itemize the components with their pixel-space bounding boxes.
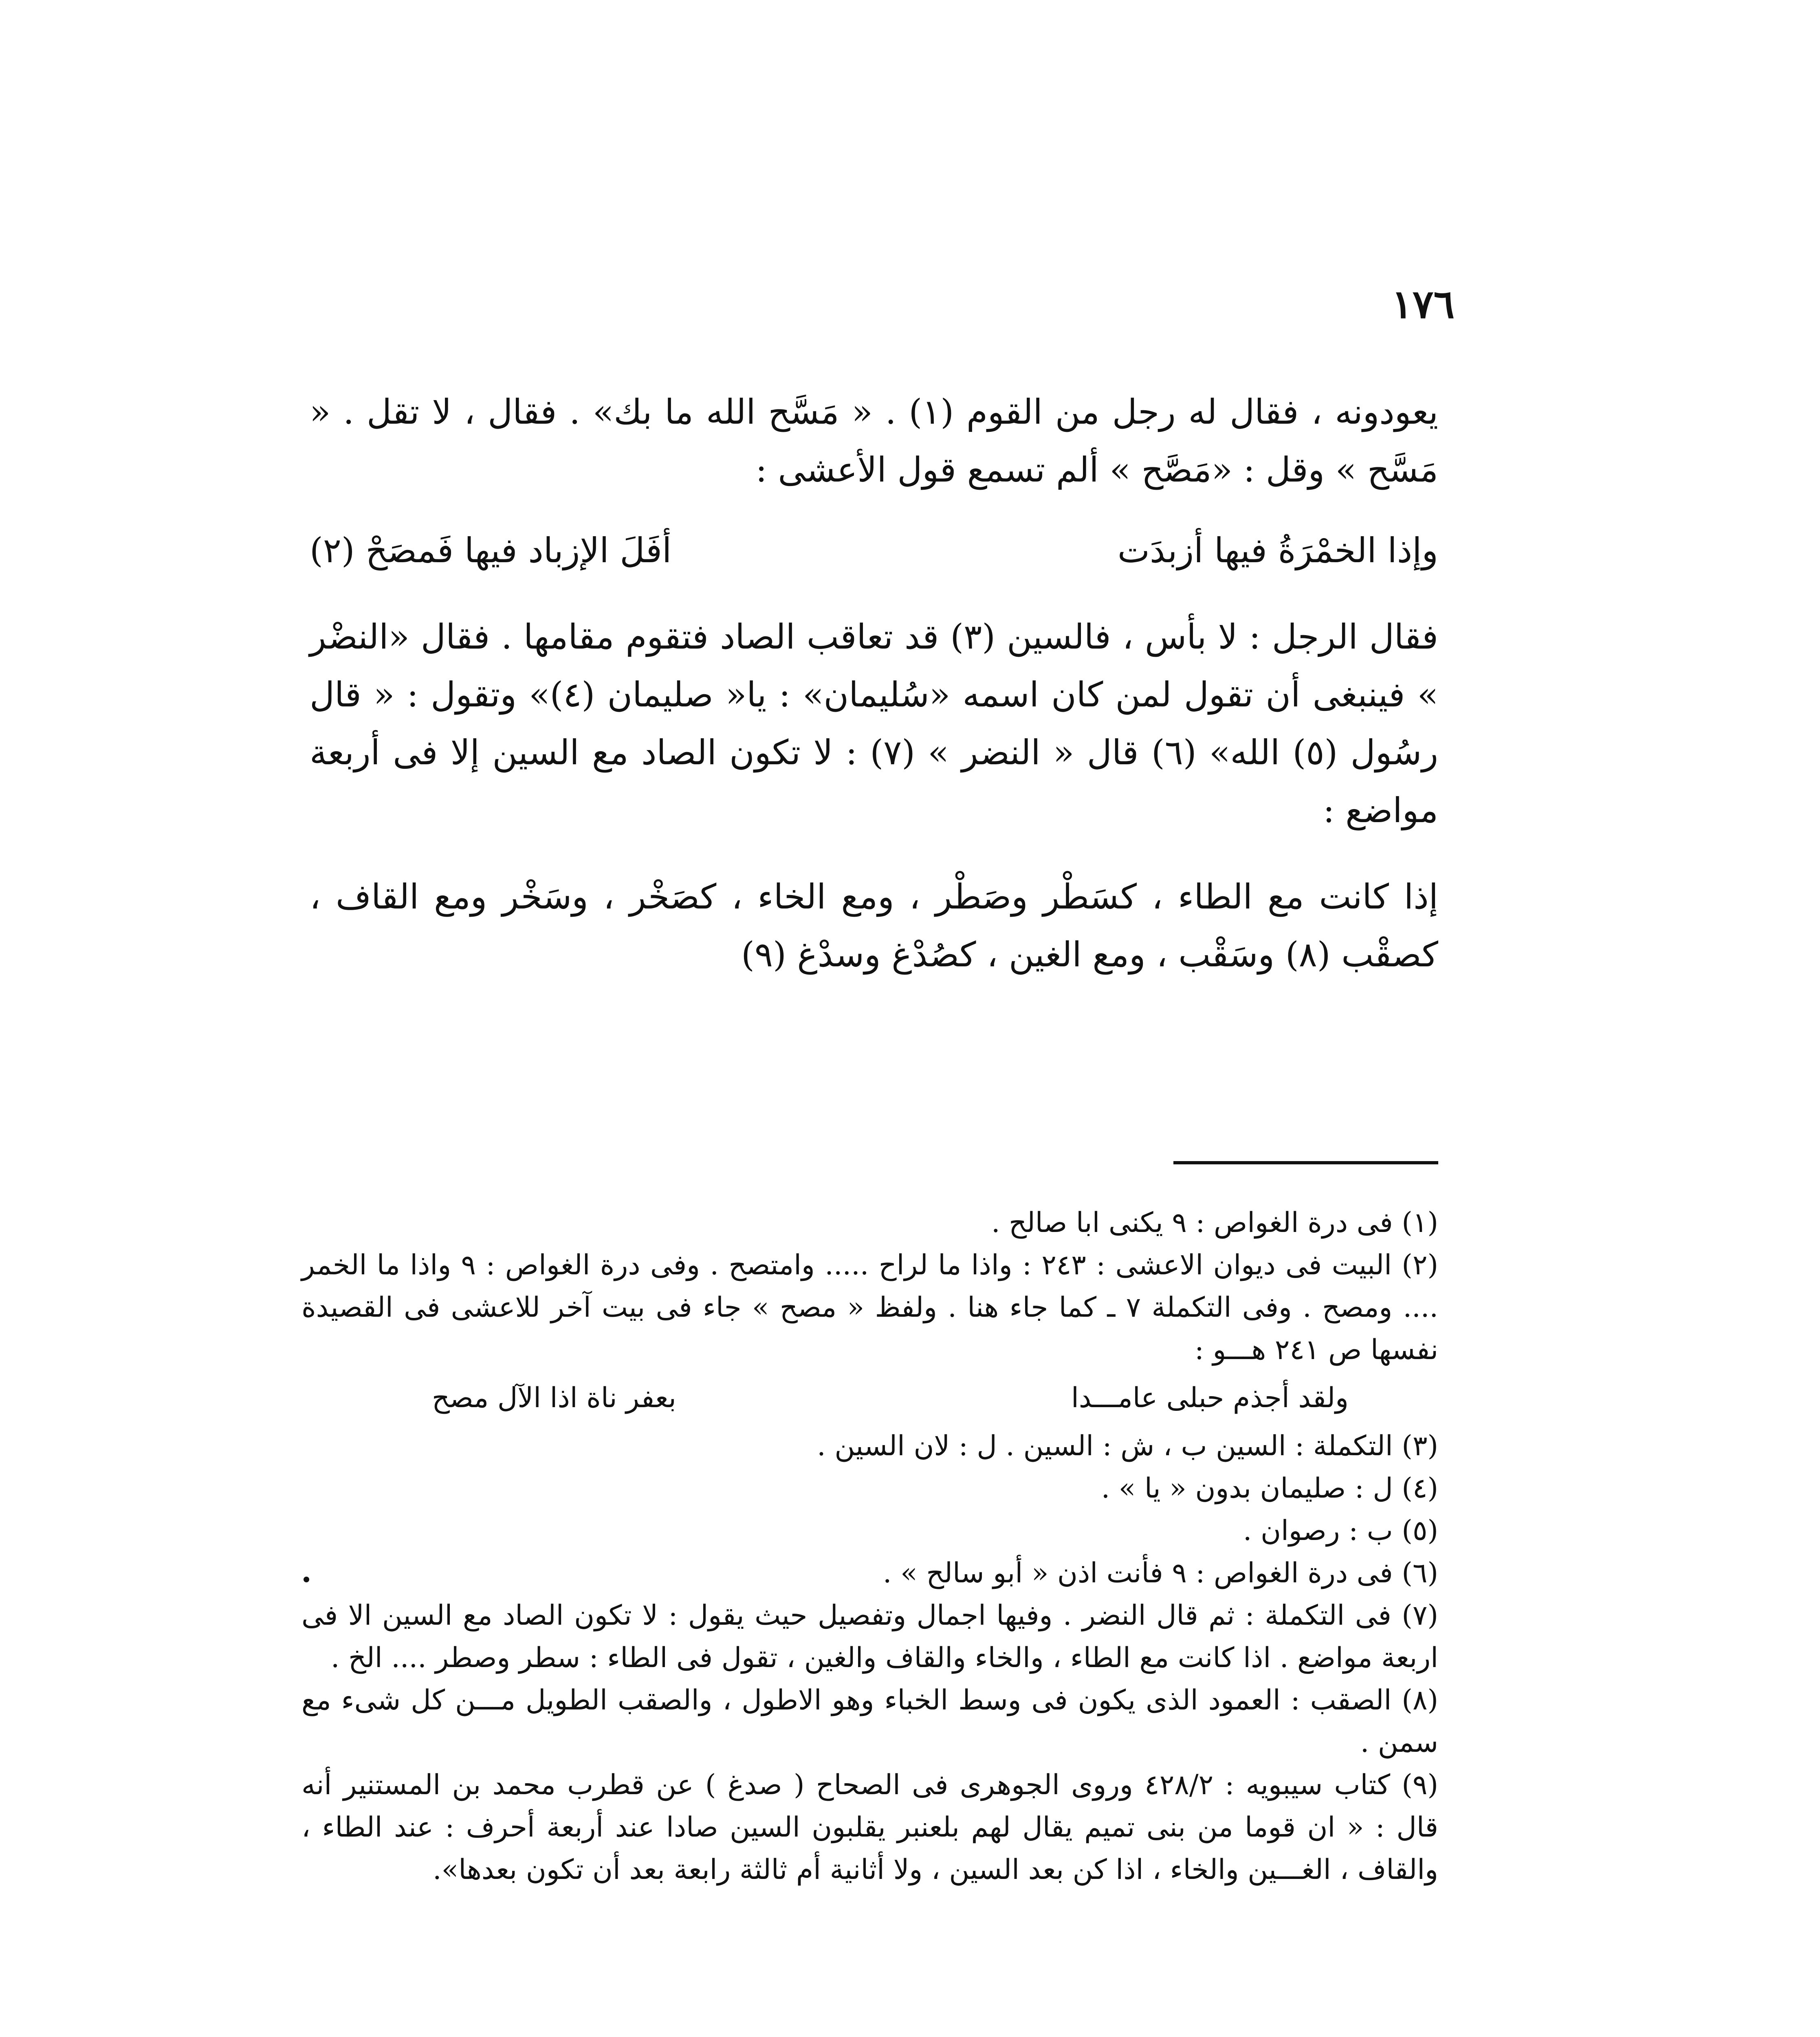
main-paragraph-1: يعودونه ، فقال له رجل من القوم (١) . « مَسَّح الله ما بك» . فقال ، لا تقل . « مَسَّح » وقل : «مَصَّح » ألم تسمع قول الأعشى : bbox=[310, 392, 1438, 490]
footnote-8: (٨) الصقب : العمود الذى يكون فى وسط الخباء وهو الاطول ، والصقب الطويل مـــن كل شىء مع سمن . bbox=[301, 1684, 1438, 1759]
footnote-1: (١) فى درة الغواص : ٩ يكنى ابا صالح . bbox=[991, 1207, 1438, 1239]
verse-second-hemistich: أفَلَ الإزباد فيها فَمصَحْ (٢) bbox=[310, 530, 672, 570]
footnote-3: (٣) التكملة : السين ب ، ش : السين . ل : لان السين . bbox=[817, 1430, 1438, 1462]
footnotes bbox=[301, 1202, 1438, 1891]
main-paragraph-2: فقال الرجل : لا بأس ، فالسين (٣) قد تعاقب الصاد فتقوم مقامها . فقال «النضْر » فينبغى أن تقول لمن كان اسمه «سُليمان» : يا« صليمان (٤)» وتقول : « قال رسُول (٥) الله» (٦) قال « النضر » (٧) : لا تكون الصاد مع السين إلا فى أربعة مواضع : bbox=[310, 617, 1439, 830]
main-text bbox=[310, 383, 1438, 983]
footnote-7: (٧) فى التكملة : ثم قال النضر . وفيها اجمال وتفصيل حيث يقول : لا تكون الصاد مع السين الا فى اربعة مواضع . اذا كانت مع الطاء ، والخاء والقاف والغين ، تقول فى الطاء : سطر وصطر .... الخ . bbox=[301, 1599, 1438, 1674]
footnote-6: (٦) فى درة الغواص : ٩ فأنت اذن « أبو سالح » . bbox=[882, 1557, 1438, 1589]
footnote-4: (٤) ل : صليمان بدون « يا » . bbox=[1101, 1472, 1438, 1505]
footnote-5: (٥) ب : رصوان . bbox=[1243, 1515, 1438, 1547]
footnote-divider bbox=[1173, 1161, 1438, 1164]
paragraph-gap bbox=[310, 839, 1438, 868]
ink-speck bbox=[304, 1577, 309, 1582]
footnote-2: (٢) البيت فى ديوان الاعشى : ٢٤٣ : واذا ما لراح ..... وامتصح . وفى درة الغواص : ٩ واذا ما الخمر .... ومصح . وفى التكملة ٧ ـ كما جاء هنا . ولفظ « مصح » جاء فى بيت آخر للاعشى فى القصيدة نفسها ص ٢٤١ هـــو : bbox=[301, 1249, 1439, 1366]
footnote-verse-second: بعفر ناة اذا الآل مصح bbox=[432, 1382, 676, 1414]
footnote-2-verse bbox=[301, 1377, 1438, 1419]
verse-first-hemistich: وإذا الخمْرَةُ فيها أزبدَت bbox=[1117, 530, 1438, 570]
footnote-9: (٩) كتاب سيبويه : ٤٢٨/٢ وروى الجوهرى فى الصحاح ( صدغ ) عن قطرب محمد بن المستنير أنه قال : « ان قوما من بنى تميم يقال لهم بلعنبر يقلبون السين صادا عند أربعة أحرف : عند الطاء ، والقاف ، الغـــين والخاء ، اذا كن بعد السين ، ولا أثانية أم ثالثة رابعة بعد أن تكون بعدها». bbox=[301, 1769, 1438, 1886]
footnote-verse-first: ولقد أجذم حبلى عامـــدا bbox=[1071, 1382, 1349, 1414]
page-number: ١٧٦ bbox=[1391, 281, 1455, 327]
poem-verse bbox=[310, 521, 1438, 579]
main-paragraph-3: إذا كانت مع الطاء ، كسَطْر وصَطْر ، ومع الخاء ، كصَخْر ، وسَخْر ومع القاف ، كصقْب (٨) وسَقْب ، ومع الغين ، كصُدْغ وسدْغ (٩) bbox=[310, 877, 1438, 975]
